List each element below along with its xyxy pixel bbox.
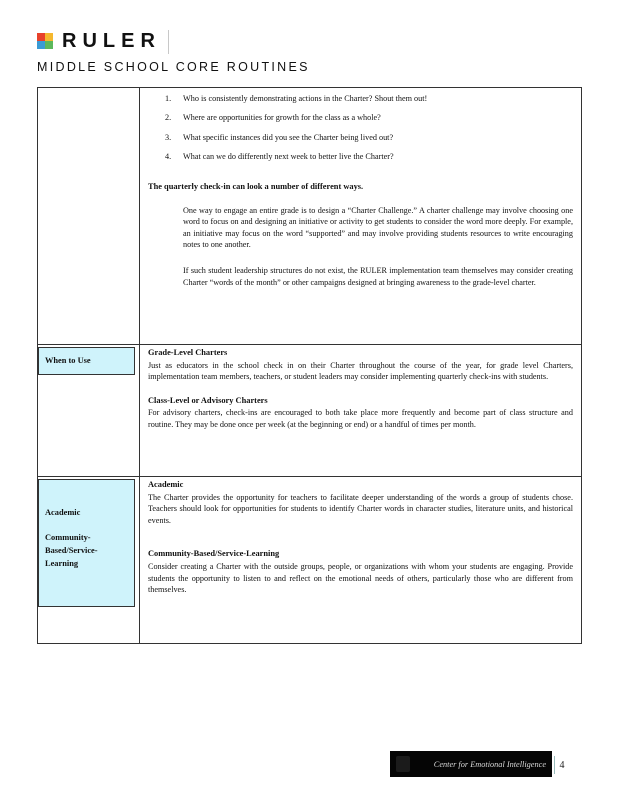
question-number: 1.: [165, 93, 172, 103]
academic-label: [38, 479, 135, 607]
org-logo-icon: [396, 756, 410, 772]
grade-level-text: Just as educators in the school check in on their Charter throughout the course of the year, for grade level Charters, implementation team members, teachers, or student leaders may consider implementing quarterly check-ins with students.: [148, 360, 573, 382]
page-subtitle: MIDDLE SCHOOL CORE ROUTINES: [37, 60, 310, 74]
question-text: What specific instances did you see the Charter being lived out?: [183, 132, 394, 142]
question-item: [148, 109, 573, 129]
bullet-list: [148, 205, 573, 289]
question-number: 2.: [165, 113, 172, 123]
footer-org-name: Center for Emotional Intelligence: [433, 759, 546, 769]
bullet-icon: [165, 265, 183, 288]
table-row-academic: [38, 477, 581, 643]
academic-title: Academic: [148, 480, 184, 489]
table-row-questions: [38, 88, 581, 345]
question-number: 3.: [165, 132, 172, 142]
bullet-icon: [165, 205, 183, 251]
question-text: Where are opportunities for growth for the class as a whole?: [183, 113, 381, 123]
quarterly-heading: The quarterly check-in can look a number of different ways.: [148, 182, 364, 191]
left-cell-empty: [38, 88, 140, 344]
when-to-use-label: When to Use: [38, 347, 135, 375]
question-list: [148, 89, 573, 167]
question-item: [148, 148, 573, 168]
left-cell: [38, 477, 140, 643]
question-number: 4.: [165, 152, 172, 162]
question-item: [148, 89, 573, 109]
question-text: Who is consistently demonstrating actions in the Charter? Shout them out!: [183, 93, 428, 103]
table-row-when-to-use: [38, 345, 581, 477]
logo-square-blue: [37, 41, 45, 49]
advisory-text: For advisory charters, check-ins are encouraged to both take place more frequently and become part of class structure and routine. They may be done once per week (at the beginning or end) or a handful of times per month.: [148, 408, 573, 429]
logo-square-red: [37, 33, 45, 41]
bullet-item: [148, 265, 573, 288]
academic-label-line2: Community-Based/Service-Learning: [45, 533, 98, 568]
left-cell: [38, 345, 140, 476]
community-title: Community-Based/Service-Learning: [148, 549, 280, 559]
right-cell-when-to-use: [140, 345, 581, 476]
routine-table: [37, 87, 582, 644]
bullet-text: One way to engage an entire grade is to design a “Charter Challenge.” A charter challenge may involve choosing one word to focus on and designing an initiative or activity to get students to consider the word more deeply. For example, an initiative may focus on the word “supported” and may involve providing students resources to write encouraging notes to one another.: [183, 205, 573, 250]
advisory-title: Class-Level or Advisory Charters: [148, 395, 268, 405]
right-cell-academic: [140, 477, 581, 643]
logo-text: RULER: [62, 30, 161, 52]
bullet-item: [148, 205, 573, 251]
grade-level-title: Grade-Level Charters: [148, 348, 228, 357]
page-number: 4: [554, 756, 569, 774]
logo-squares-icon: [37, 33, 53, 49]
logo-square-green: [45, 41, 53, 49]
community-text: Consider creating a Charter with the outside groups, people, or organizations with whom your students are engaging. Provide students the opportunity to listen to and reflect on the emotional needs of others, particularly those who are different from themselves.: [148, 561, 573, 595]
question-text: What can we do differently next week to better live the Charter?: [183, 152, 394, 162]
ruler-logo: [37, 30, 161, 52]
logo-divider: [168, 30, 169, 54]
question-item: [148, 128, 573, 148]
academic-text: The Charter provides the opportunity for teachers to facilitate deeper understanding of the words a group of students chose. Teachers should look for opportunities for students to identify Charter words in character studies, literature units, and historical events.: [148, 492, 573, 525]
bullet-text: If such student leadership structures do not exist, the RULER implementation team themselves may consider creating Charter “words of the month” or other campaigns designed at bringing awareness to the grade-level charter.: [183, 265, 573, 287]
academic-label-line1: Academic: [45, 508, 81, 517]
right-cell-questions: [140, 88, 581, 344]
footer-banner: [390, 751, 552, 777]
logo-square-yellow: [45, 33, 53, 41]
